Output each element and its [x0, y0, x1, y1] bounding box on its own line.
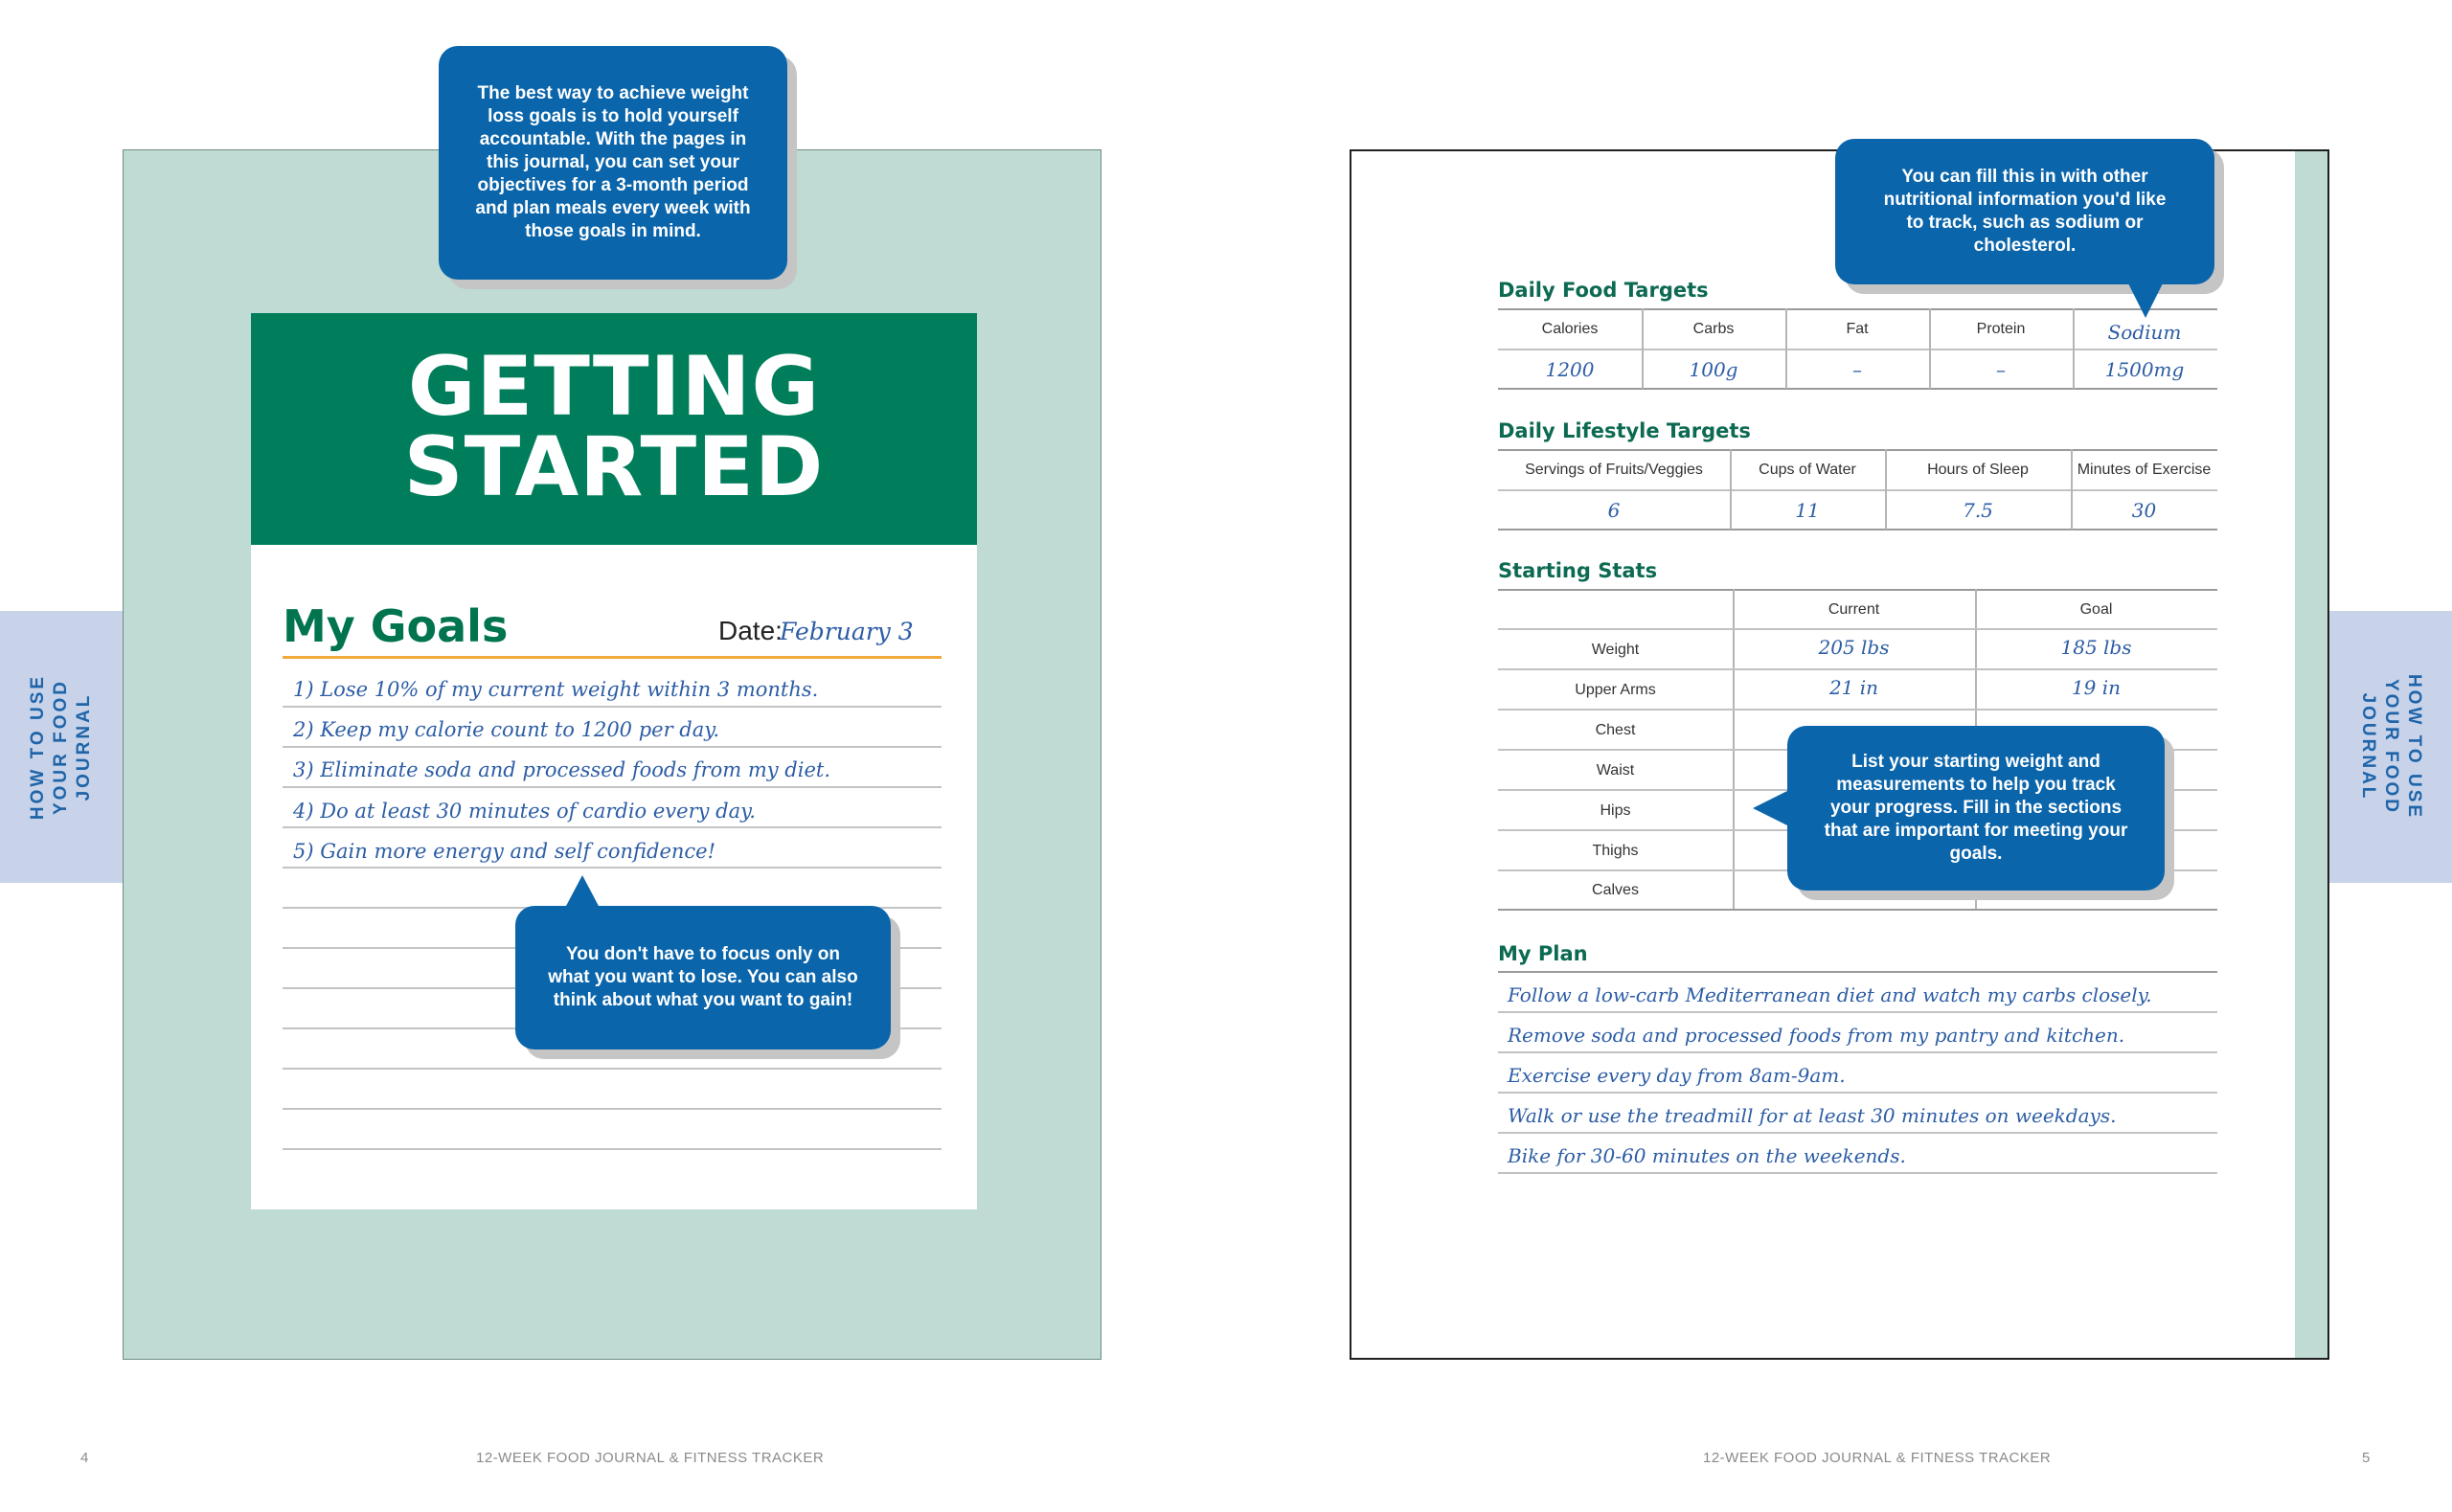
right-page-number: 5 — [2362, 1450, 2371, 1466]
food-value-protein: – — [1996, 358, 2006, 381]
stats-row-current: 205 lbs — [1818, 636, 1890, 659]
plan-rule — [1498, 1011, 2217, 1013]
food-header-calories: Calories — [1541, 321, 1599, 337]
goal-rule — [283, 706, 942, 708]
food-value-sodium: 1500mg — [2104, 358, 2185, 381]
plan-item: Follow a low-carb Mediterranean diet and watch my carbs closely. — [1508, 983, 2152, 1006]
stats-header-current: Current — [1828, 601, 1880, 618]
goal-item: 1) Lose 10% of my current weight within 3 months. — [293, 678, 819, 701]
lifestyle-top-rule — [1498, 449, 2217, 451]
plan-top-rule — [1498, 971, 2217, 973]
goal-item: 4) Do at least 30 minutes of cardio every day. — [293, 800, 756, 823]
plan-rule — [1498, 1051, 2217, 1053]
plan-rule — [1498, 1092, 2217, 1094]
goal-rule — [283, 746, 942, 748]
goal-rule — [283, 1108, 942, 1110]
stats-row-label: Upper Arms — [1575, 682, 1656, 698]
stats-callout — [1787, 726, 2165, 891]
stats-row-label: Waist — [1596, 762, 1635, 779]
stats-row-label: Hips — [1600, 802, 1631, 819]
goal-item: 5) Gain more energy and self confidence! — [293, 840, 716, 863]
goal-item: 3) Eliminate soda and processed foods from my diet. — [293, 758, 830, 781]
nutrition-callout-text: You can fill this in with other nutritional information you'd like to track, such as sodium or cholesterol. — [1883, 167, 2167, 256]
intro-callout — [439, 46, 787, 280]
gain-callout — [515, 906, 891, 1049]
food-header-sodium: Sodium — [2107, 321, 2182, 344]
stats-row-goal: 185 lbs — [2060, 636, 2132, 659]
stats-row-rule — [1498, 668, 2217, 670]
intro-callout-text: The best way to achieve weight loss goals is to hold yourself accountable. With the pages in this journal, you can set your objectives for a 3-month period and plan meals every week with those goals in mind. — [475, 83, 751, 241]
stats-row-label: Weight — [1591, 642, 1640, 658]
lifestyle-header-fruits: Servings of Fruits/Veggies — [1525, 462, 1703, 478]
food-targets-bottom-rule — [1498, 388, 2217, 390]
right-page-strip — [2295, 151, 2327, 1358]
nutrition-callout — [1835, 139, 2214, 284]
stats-row-label: Chest — [1595, 722, 1636, 738]
stats-row-rule — [1498, 709, 2217, 711]
goal-rule — [283, 786, 942, 788]
goal-item: 2) Keep my calorie count to 1200 per day. — [293, 718, 720, 741]
goals-heading: My Goals — [283, 600, 509, 652]
plan-item: Exercise every day from 8am-9am. — [1508, 1064, 1846, 1087]
food-targets-mid-rule — [1498, 349, 2217, 350]
lifestyle-value-fruits: 6 — [1607, 499, 1621, 522]
plan-rule — [1498, 1132, 2217, 1134]
right-footer-title: 12-WEEK FOOD JOURNAL & FITNESS TRACKER — [1703, 1450, 2052, 1466]
food-header-protein: Protein — [1976, 321, 2026, 337]
side-tab-left-label: HOW TO USE YOUR FOOD JOURNAL — [28, 673, 94, 821]
stats-bottom-rule — [1498, 909, 2217, 911]
title-banner — [251, 313, 977, 545]
stats-row-label: Calves — [1592, 882, 1639, 898]
goal-rule — [283, 1148, 942, 1150]
goal-rule — [283, 1068, 942, 1070]
date-value: February 3 — [780, 618, 914, 645]
food-value-fat: – — [1852, 358, 1862, 381]
date-label: Date: — [718, 616, 783, 645]
lifestyle-value-exercise: 30 — [2131, 499, 2157, 522]
plan-rule — [1498, 1172, 2217, 1174]
goal-rule — [283, 826, 942, 828]
food-header-carbs: Carbs — [1692, 321, 1735, 337]
stats-row-current: 21 in — [1828, 676, 1879, 699]
lifestyle-header-sleep: Hours of Sleep — [1927, 462, 2029, 478]
left-footer-title: 12-WEEK FOOD JOURNAL & FITNESS TRACKER — [476, 1450, 825, 1466]
food-targets-title: Daily Food Targets — [1498, 279, 1709, 302]
side-tab-right-label: HOW TO USE YOUR FOOD JOURNAL — [2358, 673, 2424, 821]
goal-rule — [283, 867, 942, 869]
food-targets-top-rule — [1498, 308, 2217, 310]
stats-callout-text: List your starting weight and measurements to help you track your progress. Fill in the sections that are important for meeting your goals. — [1824, 752, 2128, 864]
gain-callout-text: You don't have to focus only on what you want to lose. You can also think about what you want to gain! — [548, 944, 858, 1010]
stats-row-rule — [1498, 628, 2217, 630]
lifestyle-value-sleep: 7.5 — [1963, 499, 1993, 522]
lifestyle-targets-title: Daily Lifestyle Targets — [1498, 419, 1751, 442]
stats-row-goal: 19 in — [2071, 676, 2122, 699]
callout-tail — [565, 875, 600, 908]
lifestyle-mid-rule — [1498, 489, 2217, 491]
goals-card — [251, 313, 977, 1209]
lifestyle-value-water: 11 — [1795, 499, 1820, 522]
side-tab-right — [2329, 611, 2452, 883]
starting-stats-title: Starting Stats — [1498, 559, 1658, 582]
left-page-number: 4 — [80, 1450, 89, 1466]
lifestyle-header-water: Cups of Water — [1759, 462, 1856, 478]
lifestyle-bottom-rule — [1498, 529, 2217, 530]
plan-item: Walk or use the treadmill for at least 30 minutes on weekdays. — [1508, 1104, 2117, 1127]
plan-item: Bike for 30-60 minutes on the weekends. — [1508, 1144, 1906, 1167]
food-header-fat: Fat — [1846, 321, 1869, 337]
callout-tail — [1753, 791, 1787, 825]
goals-underline — [283, 656, 942, 659]
side-tab-left — [0, 611, 123, 883]
page-title: GETTING STARTED — [403, 339, 825, 515]
food-value-carbs: 100g — [1689, 358, 1738, 381]
food-value-calories: 1200 — [1545, 358, 1595, 381]
plan-item: Remove soda and processed foods from my pantry and kitchen. — [1508, 1024, 2125, 1047]
lifestyle-header-exercise: Minutes of Exercise — [2077, 462, 2212, 478]
stats-row-label: Thighs — [1592, 843, 1639, 859]
stats-top-rule — [1498, 589, 2217, 591]
plan-title: My Plan — [1498, 942, 1588, 965]
callout-tail — [2128, 283, 2163, 318]
stats-header-goal: Goal — [2079, 601, 2113, 618]
